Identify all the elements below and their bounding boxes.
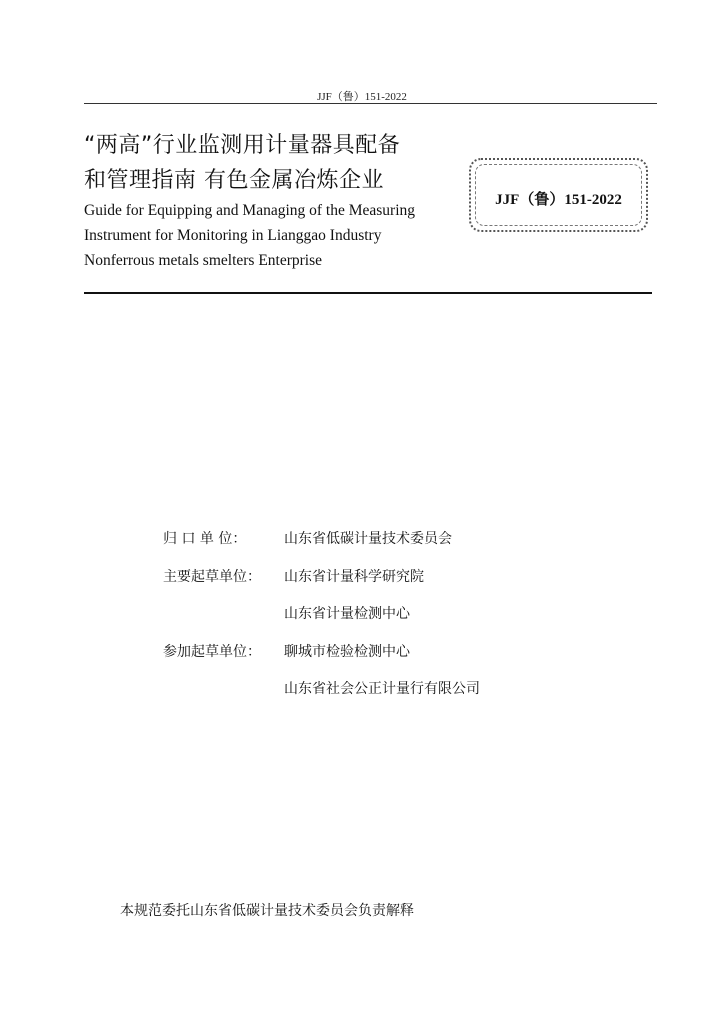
org-label: 主要起草单位： [163, 568, 261, 585]
org-row-participating-drafter [163, 641, 480, 679]
chinese-title [84, 128, 400, 198]
org-label: 参加起草单位： [163, 643, 261, 660]
organizations-list [163, 528, 480, 716]
org-value: 山东省低碳计量技术委员会 [284, 531, 452, 547]
org-row-main-drafter-2 [163, 603, 480, 641]
standard-code: JJF（鲁）151-2022 [495, 192, 622, 208]
english-title-line-2: Instrument for Monitoring in Lianggao Industry [84, 227, 382, 244]
english-title-line-3: Nonferrous metals smelters Enterprise [84, 252, 323, 269]
english-title [84, 198, 415, 273]
interpretation-note: 本规范委托山东省低碳计量技术委员会负责解释 [120, 903, 414, 919]
org-value: 山东省计量科学研究院 [284, 568, 424, 585]
standard-code-box [469, 158, 648, 232]
chinese-title-line-2: 和管理指南 有色金属冶炼企业 [84, 168, 384, 193]
header-divider [84, 103, 657, 104]
org-row-responsible [163, 528, 480, 566]
org-value: 山东省计量检测中心 [284, 606, 410, 622]
org-value: 聊城市检验检测中心 [284, 643, 410, 660]
header-document-code: JJF（鲁）151-2022 [317, 91, 407, 103]
chinese-title-line-1: “两高”行业监测用计量器具配备 [84, 133, 401, 158]
org-label: 归 口 单 位： [163, 531, 247, 547]
org-row-participating-drafter-2 [163, 678, 480, 716]
title-divider [84, 292, 652, 294]
english-title-line-1: Guide for Equipping and Managing of the Measuring [84, 202, 416, 219]
org-row-main-drafter [163, 566, 480, 604]
org-value: 山东省社会公正计量行有限公司 [284, 681, 480, 697]
